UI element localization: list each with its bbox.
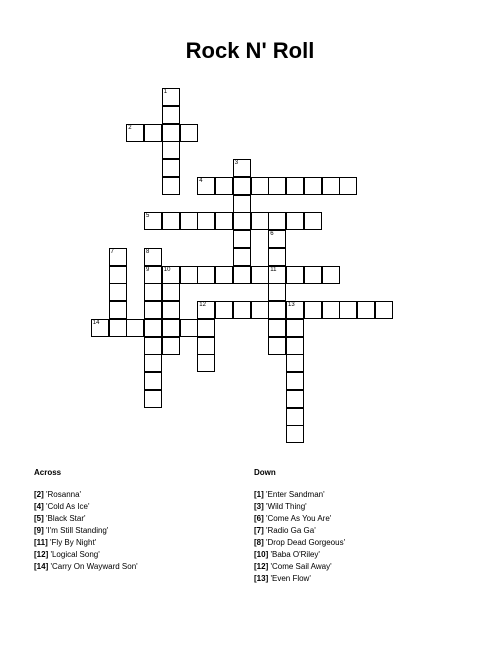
grid-cell[interactable] [144, 390, 162, 408]
grid-cell[interactable] [322, 177, 340, 195]
clue-ref-number: [11] [34, 538, 48, 547]
clue-text: 'Come As You Are' [263, 514, 332, 523]
clue-number: 9 [146, 266, 150, 273]
grid-cell[interactable] [233, 212, 251, 230]
grid-cell[interactable] [144, 283, 162, 301]
across-clue [34, 537, 138, 549]
grid-cell[interactable] [251, 301, 269, 319]
grid-cell[interactable] [180, 266, 198, 284]
down-heading: Down [254, 468, 276, 477]
grid-cell[interactable] [215, 266, 233, 284]
grid-cell[interactable] [144, 266, 162, 284]
across-clues [34, 468, 138, 573]
grid-cell[interactable] [162, 283, 180, 301]
clue-ref-number: [12] [34, 550, 49, 559]
clue-number: 14 [92, 319, 100, 326]
clue-text: 'Cold As Ice' [43, 502, 90, 511]
clue-text: 'Drop Dead Gorgeous' [263, 538, 346, 547]
clue-ref-number: [2] [34, 490, 44, 499]
grid-cell[interactable] [162, 319, 180, 337]
grid-cell[interactable] [162, 266, 180, 284]
clue-text: 'I'm Still Standing' [43, 526, 109, 535]
grid-cell[interactable] [268, 337, 286, 355]
grid-cell[interactable] [233, 248, 251, 266]
grid-cell[interactable] [233, 177, 251, 195]
grid-cell[interactable] [304, 177, 322, 195]
grid-cell[interactable] [180, 319, 198, 337]
down-clue [254, 501, 345, 513]
clue-ref-number: [6] [254, 514, 264, 523]
grid-cell[interactable] [286, 212, 304, 230]
clue-text: 'Rosanna' [43, 490, 82, 499]
grid-cell[interactable] [268, 248, 286, 266]
grid-cell[interactable] [339, 301, 357, 319]
clue-number: 11 [270, 266, 277, 273]
grid-cell[interactable] [233, 301, 251, 319]
grid-cell[interactable] [144, 354, 162, 372]
grid-cell[interactable] [268, 230, 286, 248]
across-clue-list [34, 489, 138, 573]
grid-cell[interactable] [286, 266, 304, 284]
grid-cell[interactable] [197, 266, 215, 284]
grid-cell[interactable] [126, 124, 144, 142]
down-clue [254, 489, 345, 501]
clue-ref-number: [3] [254, 502, 264, 511]
grid-cell[interactable] [144, 124, 162, 142]
down-clue [254, 513, 345, 525]
grid-cell[interactable] [144, 319, 162, 337]
grid-cell[interactable] [109, 319, 127, 337]
grid-cell[interactable] [286, 177, 304, 195]
grid-cell[interactable] [180, 212, 198, 230]
down-clue [254, 525, 345, 537]
clue-text: 'Baba O'Riley' [268, 550, 320, 559]
grid-cell[interactable] [162, 301, 180, 319]
clue-ref-number: [7] [254, 526, 264, 535]
clue-number: 12 [199, 302, 206, 308]
clue-number: 6 [270, 231, 274, 237]
grid-cell[interactable] [144, 212, 162, 230]
down-clues [254, 468, 345, 585]
clue-text: 'Wild Thing' [263, 502, 307, 511]
clue-text: 'Enter Sandman' [263, 490, 325, 499]
clue-ref-number: [12] [254, 562, 269, 571]
grid-cell[interactable] [286, 301, 304, 319]
clue-ref-number: [14] [34, 562, 49, 571]
grid-cell[interactable] [339, 177, 357, 195]
clue-text: 'Fly By Night' [47, 538, 97, 547]
across-clue [34, 525, 138, 537]
clue-number: 4 [199, 177, 203, 184]
grid-cell[interactable] [233, 195, 251, 213]
puzzle-title: Rock N' Roll [185, 38, 315, 63]
grid-cell[interactable] [197, 212, 215, 230]
clue-ref-number: [9] [34, 526, 44, 535]
grid-cell[interactable] [322, 266, 340, 284]
down-clue [254, 573, 345, 585]
clue-number: 5 [146, 213, 150, 220]
grid-cell[interactable] [109, 266, 127, 284]
grid-cell[interactable] [268, 212, 286, 230]
grid-cell[interactable] [162, 141, 180, 159]
grid-cell[interactable] [251, 212, 269, 230]
down-clue [254, 561, 345, 573]
grid-cell[interactable] [215, 177, 233, 195]
across-clue [34, 501, 138, 513]
grid-cell[interactable] [268, 177, 286, 195]
down-clue [254, 537, 345, 549]
grid-cell[interactable] [144, 301, 162, 319]
grid-cell[interactable] [144, 337, 162, 355]
grid-cell[interactable] [180, 124, 198, 142]
grid-cell[interactable] [162, 124, 180, 142]
grid-cell[interactable] [215, 212, 233, 230]
grid-cell[interactable] [286, 425, 304, 443]
down-clue-list [254, 489, 345, 585]
grid-cell[interactable] [268, 266, 286, 284]
across-clue [34, 561, 138, 573]
clue-text: 'Even Flow' [268, 574, 311, 583]
across-heading: Across [34, 468, 62, 477]
grid-cell[interactable] [233, 230, 251, 248]
grid-cell[interactable] [126, 319, 144, 337]
clue-ref-number: [13] [254, 574, 269, 583]
down-clue [254, 549, 345, 561]
clue-ref-number: [4] [34, 502, 44, 511]
grid-cell[interactable] [304, 301, 322, 319]
grid-cell[interactable] [286, 390, 304, 408]
clue-number: 2 [128, 124, 132, 131]
grid-cell[interactable] [197, 354, 215, 372]
grid-cell[interactable] [286, 408, 304, 426]
grid-cell[interactable] [375, 301, 393, 319]
grid-cell[interactable] [304, 266, 322, 284]
across-clue [34, 489, 138, 501]
grid-cell[interactable] [233, 266, 251, 284]
grid-cell[interactable] [197, 319, 215, 337]
grid-cell[interactable] [144, 372, 162, 390]
clue-number: 3 [234, 160, 239, 166]
grid-cell[interactable] [197, 301, 215, 319]
grid-cell[interactable] [233, 159, 251, 177]
clue-number: 7 [110, 248, 114, 255]
across-clue [34, 513, 138, 525]
grid-cell[interactable] [162, 88, 180, 106]
grid-cell[interactable] [109, 301, 127, 319]
grid-cell[interactable] [268, 283, 286, 301]
grid-cell[interactable] [162, 177, 180, 195]
grid-cell[interactable] [162, 106, 180, 124]
grid-cell[interactable] [197, 337, 215, 355]
grid-cell[interactable] [268, 301, 286, 319]
clue-ref-number: [5] [34, 514, 44, 523]
clue-text: 'Logical Song' [48, 550, 100, 559]
clue-text: 'Black Star' [43, 514, 86, 523]
clue-text: 'Come Sail Away' [268, 562, 332, 571]
grid-cell[interactable] [91, 319, 109, 337]
grid-cell[interactable] [162, 337, 180, 355]
grid-cell[interactable] [304, 212, 322, 230]
clue-number: 13 [288, 302, 295, 308]
grid-cell[interactable] [286, 337, 304, 355]
clue-ref-number: [10] [254, 550, 269, 559]
clue-text: 'Radio Ga Ga' [263, 526, 316, 535]
grid-cell[interactable] [215, 301, 233, 319]
grid-cell[interactable] [286, 354, 304, 372]
clue-number: 1 [163, 89, 168, 95]
grid-cell[interactable] [357, 301, 375, 319]
grid-cell[interactable] [109, 283, 127, 301]
grid-cell[interactable] [197, 177, 215, 195]
clue-ref-number: [8] [254, 538, 264, 547]
grid-cell[interactable] [109, 248, 127, 266]
across-clue [34, 549, 138, 561]
grid-cell[interactable] [144, 248, 162, 266]
clue-text: 'Carry On Wayward Son' [48, 562, 138, 571]
grid-cell[interactable] [322, 301, 340, 319]
grid-cell[interactable] [251, 177, 269, 195]
grid-cell[interactable] [268, 319, 286, 337]
clue-number: 10 [163, 266, 171, 273]
grid-cell[interactable] [162, 159, 180, 177]
grid-cell[interactable] [286, 319, 304, 337]
grid-cell[interactable] [286, 372, 304, 390]
clue-ref-number: [1] [254, 490, 264, 499]
grid-cell[interactable] [251, 266, 269, 284]
grid-cell[interactable] [162, 212, 180, 230]
clue-number: 8 [146, 248, 150, 255]
